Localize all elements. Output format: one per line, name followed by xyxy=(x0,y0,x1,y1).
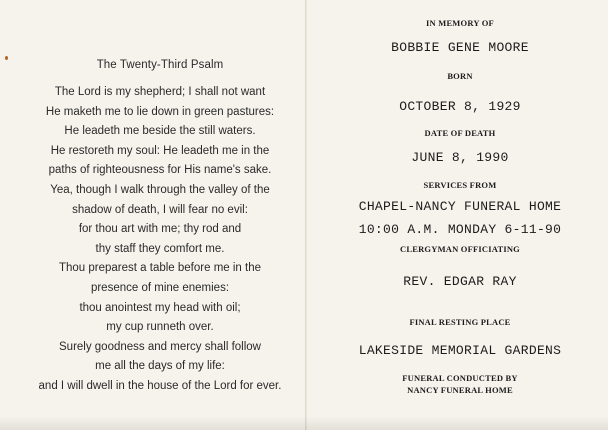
clergy-label: CLERGYMAN OFFICIATING xyxy=(400,244,520,254)
death-date: JUNE 8, 1990 xyxy=(411,150,509,165)
resting-place: LAKESIDE MEMORIAL GARDENS xyxy=(358,343,562,358)
psalm-line: The Lord is my shepherd; I shall not want xyxy=(54,86,266,98)
services-label: SERVICES FROM xyxy=(423,180,497,190)
paper-shadow xyxy=(0,416,608,430)
psalm-line: He leadeth me beside the still waters. xyxy=(64,125,256,138)
born-date: OCTOBER 8, 1929 xyxy=(399,99,521,114)
psalm-line: and I will dwell in the house of the Lord for ever. xyxy=(38,379,282,392)
psalm-panel xyxy=(20,58,300,397)
psalm-line: my cup runneth over. xyxy=(106,321,214,334)
psalm-line: He restoreth my soul: He leadeth me in the xyxy=(50,144,270,157)
psalm-line: shadow of death, I will fear no evil: xyxy=(72,203,248,216)
psalm-line: thy staff they comfort me. xyxy=(95,242,225,255)
ink-speck xyxy=(5,56,8,60)
born-label: BORN xyxy=(447,71,473,81)
card-fold xyxy=(305,0,307,430)
death-label: DATE OF DEATH xyxy=(424,128,496,138)
resting-label: FINAL RESTING PLACE xyxy=(409,317,511,327)
deceased-name: BOBBIE GENE MOORE xyxy=(391,40,529,55)
psalm-line: presence of mine enemies: xyxy=(90,281,230,294)
psalm-line: He maketh me to lie down in green pastures: xyxy=(45,105,275,118)
psalm-line: Yea, though I walk through the valley of the xyxy=(50,183,270,196)
funeral-home-name: NANCY FUNERAL HOME xyxy=(407,385,513,395)
psalm-line: for thou art with me; thy rod and xyxy=(78,223,242,236)
in-memory-label: IN MEMORY OF xyxy=(426,18,494,28)
conducted-by-label: FUNERAL CONDUCTED BY xyxy=(402,373,518,383)
psalm-line: paths of righteousness for His name's sake. xyxy=(48,164,272,177)
clergy-name: REV. EDGAR RAY xyxy=(403,274,517,289)
psalm-title: The Twenty-Third Psalm xyxy=(96,59,224,71)
psalm-line: me all the days of my life: xyxy=(95,360,225,373)
services-time: 10:00 A.M. MONDAY 6-11-90 xyxy=(358,222,562,237)
psalm-line: Surely goodness and mercy shall follow xyxy=(59,340,261,353)
psalm-line: thou anointest my head with oil; xyxy=(79,301,241,314)
psalm-line: Thou preparest a table before me in the xyxy=(58,262,261,275)
services-place: CHAPEL-NANCY FUNERAL HOME xyxy=(358,199,562,214)
